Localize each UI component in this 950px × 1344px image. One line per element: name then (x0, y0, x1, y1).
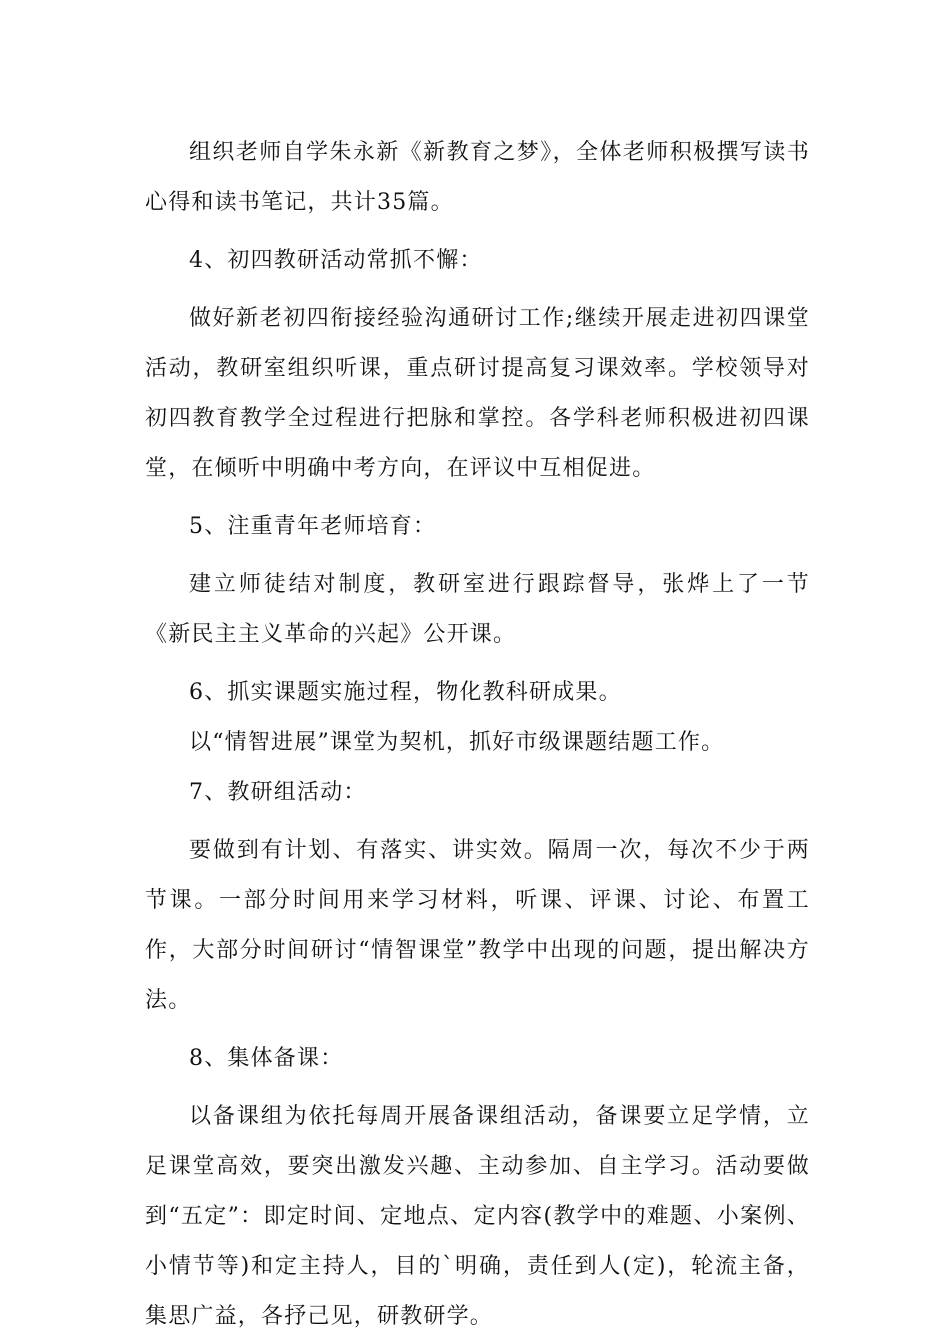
paragraph-young-teachers: 建立师徒结对制度，教研室进行跟踪督导，张烨上了一节《新民主主义革命的兴起》公开课。 (145, 572, 810, 647)
heading-grade4-research: 4、初四教研活动常抓不懈： (189, 248, 483, 273)
heading-research-projects: 6、抓实课题实施过程，物化教科研成果。 (189, 680, 622, 705)
heading-young-teachers: 5、注重青年老师培育： (189, 514, 437, 539)
spacer (145, 552, 810, 560)
spacer (145, 1026, 810, 1034)
paragraph-reading-notes: 组织老师自学朱永新《新教育之梦》，全体老师积极撰写读书心得和读书笔记，共计35篇。 (145, 140, 810, 215)
heading-research-groups: 7、教研组活动： (189, 780, 367, 805)
paragraph-grade4-research: 做好新老初四衔接经验沟通研讨工作;继续开展走进初四课堂活动，教研室组织听课，重点研讨提高复习课效率。学校领导对初四教育教学全过程进行把脉和掌控。各学科老师积极进初四课堂，在倾听中明确中考方向，在评议中互相促进。 (145, 306, 810, 481)
spacer (145, 494, 810, 502)
spacer (145, 286, 810, 294)
spacer (145, 818, 810, 826)
heading-collective-lesson-prep: 8、集体备课： (189, 1046, 344, 1071)
paragraph-collective-lesson-prep: 以备课组为依托每周开展备课组活动，备课要立足学情，立足课堂高效，要突出激发兴趣、主动参加、自主学习。活动要做到“五定”：即定时间、定地点、定内容(教学中的难题、小案例、小情节等)和定主持人，目的`明确，责任到人(定)，轮流主备，集思广益，各抒己见，研教研学。 (145, 1104, 810, 1329)
paragraph-research-projects: 以“情智进展”课堂为契机，抓好市级课题结题工作。 (189, 730, 725, 755)
spacer (145, 228, 810, 236)
document-page (145, 128, 810, 1342)
spacer (145, 660, 810, 668)
spacer (145, 1084, 810, 1092)
paragraph-research-groups: 要做到有计划、有落实、讲实效。隔周一次，每次不少于两节课。一部分时间用来学习材料，听课、评课、讨论、布置工作，大部分时间研讨“情智课堂”教学中出现的问题，提出解决方法。 (145, 838, 810, 1013)
